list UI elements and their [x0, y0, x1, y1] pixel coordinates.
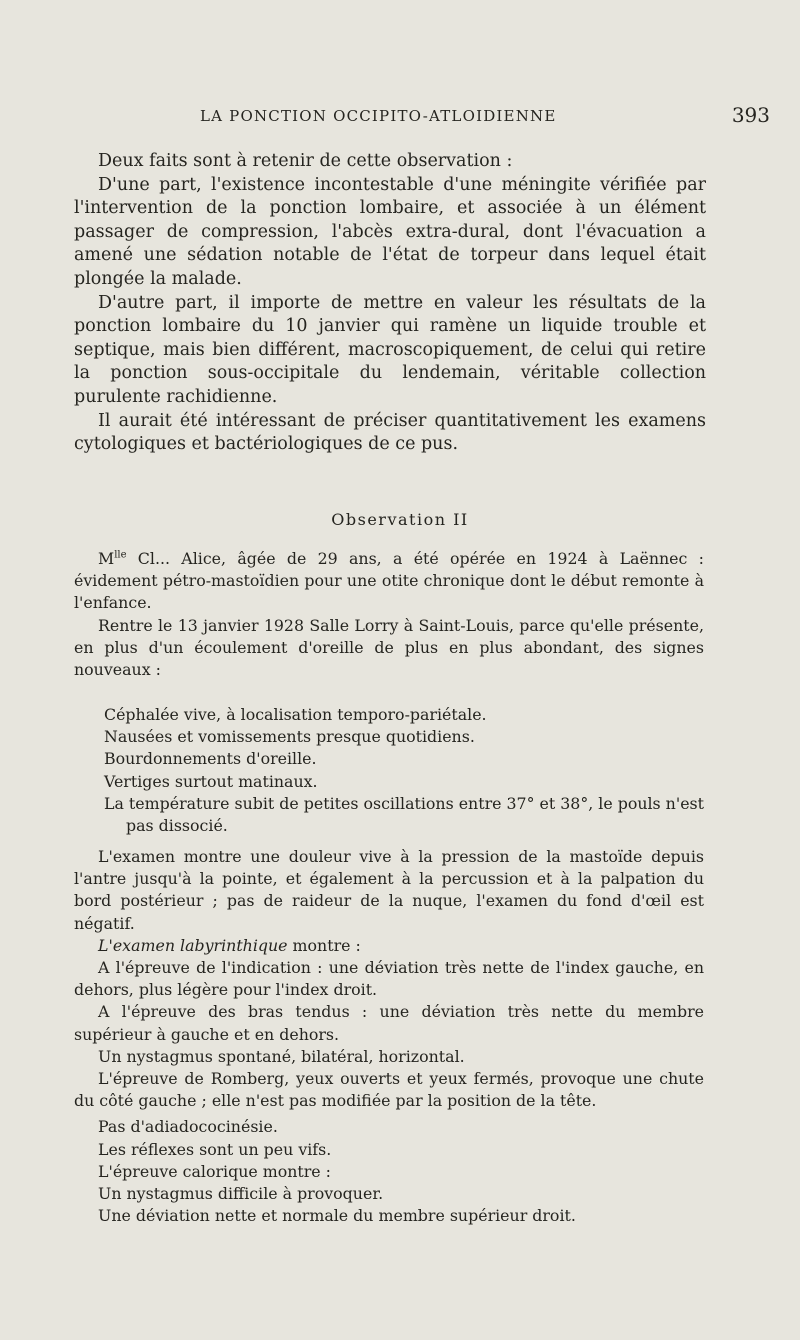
intro-paragraph: Deux faits sont à retenir de cette observation :	[98, 151, 513, 171]
exam-finding: Un nystagmus spontané, bilatéral, horizontal.	[98, 1046, 465, 1066]
intro-paragraph: Il aurait été intéressant de préciser quantitativement les examens cytologiques et bactériologiques de ce pus.	[74, 410, 706, 455]
case-paragraph	[74, 548, 704, 615]
patient-title-superscript: lle	[114, 549, 127, 561]
symptom-item: Bourdonnements d'oreille.	[104, 749, 317, 769]
intro-section	[74, 150, 706, 457]
labyrinth-exam-label: L'examen labyrinthique	[98, 935, 288, 955]
labyrinth-exam-text: montre :	[287, 935, 361, 955]
exam-paragraph: L'examen montre une douleur vive à la pression de la mastoïde depuis l'antre jusqu'à la pointe, et également à la percussion et à la palpation du bord postérieur ; pas de raideur de la nuque, l'examen du fond d'œil est négatif.	[74, 847, 704, 933]
exam-finding: A l'épreuve des bras tendus : une déviation très nette du membre supérieur à gauche et en dehors.	[74, 1002, 704, 1044]
exam-finding: Un nystagmus difficile à provoquer.	[98, 1184, 384, 1204]
case-paragraph-text: Cl... Alice, âgée de 29 ans, a été opérée en 1924 à Laënnec : évidement pétro-mastoïdien pour une otite chronique dont le début remonte à l'enfance.	[74, 549, 704, 613]
running-header	[200, 103, 770, 129]
symptom-item: Céphalée vive, à localisation temporo-pariétale.	[104, 705, 487, 724]
exam-finding: Pas d'adiadococinésie.	[98, 1117, 278, 1137]
exam-paragraph	[74, 935, 704, 957]
symptom-item: Nausées et vomissements presque quotidiens.	[104, 727, 475, 747]
intro-paragraph: D'autre part, il importe de mettre en valeur les résultats de la ponction lombaire du 10 janvier qui ramène un liquide trouble et septique, mais bien différent, macroscopiquement, de celui qui retire la ponction sous-occipitale du lendemain, véritable collection purulente rachidienne.	[74, 292, 706, 407]
examination-section	[74, 846, 704, 1227]
running-title: LA PONCTION OCCIPITO-ATLOIDIENNE	[200, 107, 557, 125]
symptom-item: Vertiges surtout matinaux.	[104, 771, 318, 791]
observation-heading: Observation II	[331, 510, 469, 529]
intro-paragraph: D'une part, l'existence incontestable d'une méningite vérifiée par l'intervention de la ponction lombaire, et associée à un élément passager de compression, l'abcès extra-dural, dont l'évacuation a amené une sédation notable de l'état de torpeur dans lequel était plongée la malade.	[74, 174, 706, 289]
exam-finding: Une déviation nette et normale du membre supérieur droit.	[98, 1206, 576, 1226]
exam-finding: L'épreuve de Romberg, yeux ouverts et yeux fermés, provoque une chute du côté gauche ; elle n'est pas modifiée par la position de la tête.	[74, 1069, 704, 1111]
case-history	[74, 548, 704, 681]
symptom-list	[104, 704, 704, 837]
case-paragraph: Rentre le 13 janvier 1928 Salle Lorry à Saint-Louis, parce qu'elle présente, en plus d'un écoulement d'oreille de plus en plus abondant, des signes nouveaux :	[74, 615, 704, 680]
patient-title: M	[98, 549, 115, 568]
page-number: 393	[731, 103, 770, 127]
exam-finding: A l'épreuve de l'indication : une déviation très nette de l'index gauche, en dehors, plus légère pour l'index droit.	[74, 958, 704, 1000]
exam-finding: Les réflexes sont un peu vifs.	[98, 1139, 332, 1159]
symptom-item: La température subit de petites oscillations entre 37° et 38°, le pouls n'est pas dissocié.	[104, 793, 705, 836]
exam-finding: L'épreuve calorique montre :	[98, 1161, 332, 1181]
